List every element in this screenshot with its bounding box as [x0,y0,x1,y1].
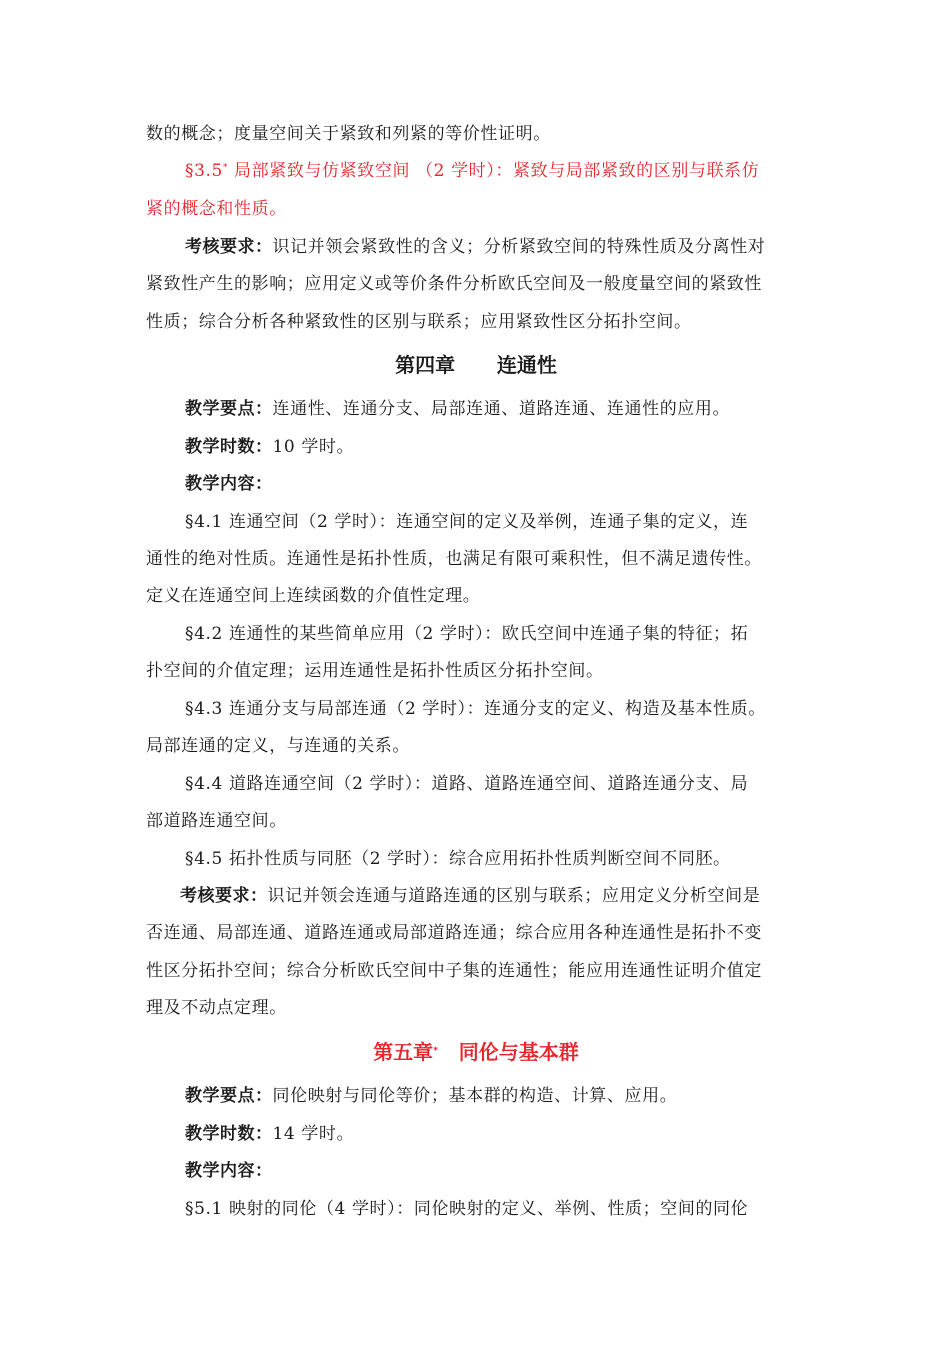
teaching-points-text: 同伦映射与同伦等价；基本群的构造、计算、应用。 [272,1086,678,1106]
section-4-3-line-2: 局部连通的定义，与连通的关系。 [146,736,410,756]
teaching-hours-text: 14 学时。 [272,1124,355,1144]
chapter-5-name: 同伦与基本群 [437,1040,579,1064]
chapter-5-title [0,1039,952,1065]
ch4-assessment-line-4: 理及不动点定理。 [146,998,287,1018]
section-text: 局部紧致与仿紧致空间 （2 学时）：紧致与局部紧致的区别与联系仿 [228,161,760,181]
section-4-2-line-1: §4.2 连通性的某些简单应用（2 学时）：欧氏空间中连通子集的特征；拓 [185,624,749,644]
ch5-teaching-points [185,1085,810,1107]
section-3-5-line-1 [185,160,810,182]
section-4-2-line-2: 扑空间的介值定理；运用连通性是拓扑性质区分拓扑空间。 [146,661,604,681]
teaching-hours-label: 教学时数： [185,437,273,457]
ch5-teaching-hours [185,1123,810,1145]
teaching-hours-label: 教学时数： [185,1124,273,1144]
optional-star: * [222,163,229,173]
teaching-points-label: 教学要点： [185,1086,273,1106]
section-3-5-line-2: 紧的概念和性质。 [146,199,287,219]
chapter-5-label: 第五章 [373,1040,434,1064]
section-number: §3.5 [185,161,223,181]
ch4-teaching-content-label: 教学内容： [185,474,273,494]
teaching-hours-text: 10 学时。 [272,437,355,457]
teaching-points-text: 连通性、连通分支、局部连通、道路连通、连通性的应用。 [272,399,731,419]
ch5-teaching-content-label: 教学内容： [185,1161,273,1181]
ch3-assessment-line-1 [185,236,810,258]
section-5-1-line-1: §5.1 映射的同伦（4 学时）：同伦映射的定义、举例、性质；空间的同伦 [185,1199,749,1219]
ch4-assessment-line-1 [180,885,810,907]
section-4-1-line-2: 通性的绝对性质。连通性是拓扑性质，也满足有限可乘积性，但不满足遗传性。 [146,549,762,569]
ch4-teaching-points [185,398,810,420]
section-4-4-line-2: 部道路连通空间。 [146,811,287,831]
section-4-5: §4.5 拓扑性质与同胚（2 学时）：综合应用拓扑性质判断空间不同胚。 [185,849,731,869]
section-4-4-line-1: §4.4 道路连通空间（2 学时）：道路、道路连通空间、道路连通分支、局 [185,774,749,794]
chapter-4-title: 第四章 连通性 [395,353,557,377]
ch4-assessment-line-3: 性区分拓扑空间；综合分析欧氏空间中子集的连通性；能应用连通性证明介值定 [146,961,762,981]
ch4-teaching-hours [185,436,810,458]
assessment-label: 考核要求： [185,237,273,257]
section-4-1-line-3: 定义在连通空间上连续函数的介值性定理。 [146,586,481,606]
section-3-5-continuation: 数的概念；度量空间关于紧致和列紧的等价性证明。 [146,124,551,144]
section-4-3-line-1: §4.3 连通分支与局部连通（2 学时）：连通分支的定义、构造及基本性质。 [185,699,766,719]
optional-star: * [433,1046,438,1056]
assessment-text: 识记并领会连通与道路连通的区别与联系；应用定义分析空间是 [267,886,761,906]
ch4-assessment-line-2: 否连通、局部连通、道路连通或局部道路连通；综合应用各种连通性是拓扑不变 [146,923,762,943]
assessment-label: 考核要求： [180,886,268,906]
teaching-points-label: 教学要点： [185,399,273,419]
ch3-assessment-line-3: 性质；综合分析各种紧致性的区别与联系；应用紧致性区分拓扑空间。 [146,312,692,332]
assessment-text: 识记并领会紧致性的含义；分析紧致空间的特殊性质及分离性对 [272,237,766,257]
section-4-1-line-1: §4.1 连通空间（2 学时）：连通空间的定义及举例，连通子集的定义，连 [185,512,749,532]
ch3-assessment-line-2: 紧致性产生的影响；应用定义或等价条件分析欧氏空间及一般度量空间的紧致性 [146,274,762,294]
